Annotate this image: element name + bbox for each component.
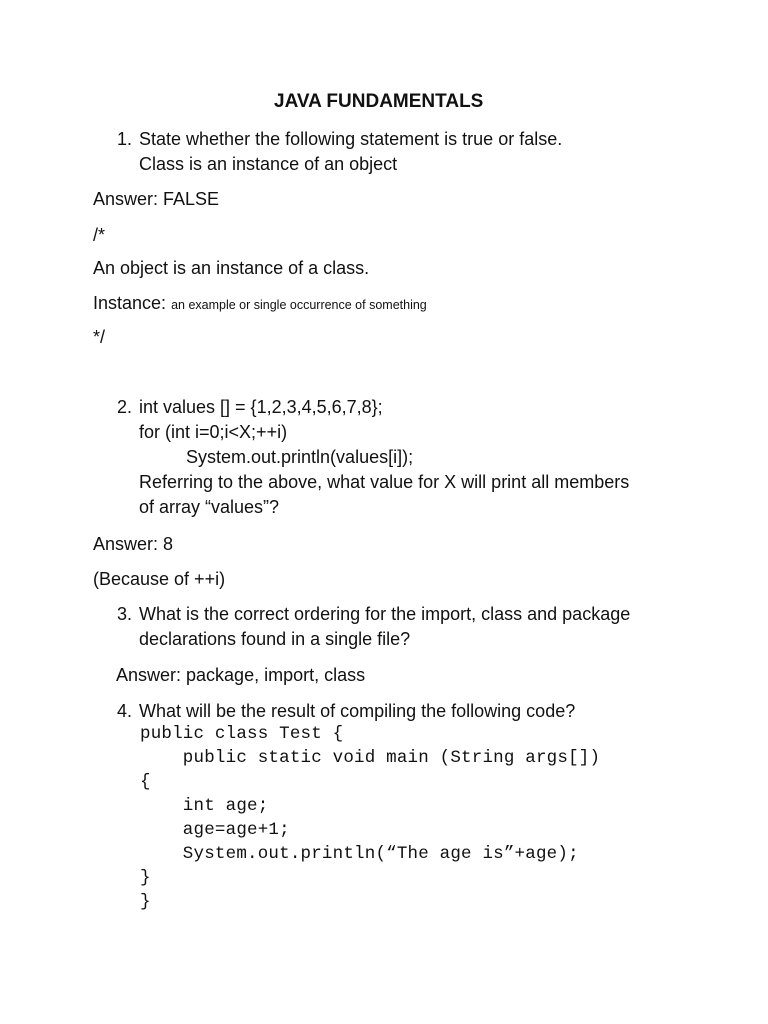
instance-term: Instance: xyxy=(93,293,167,313)
q2-line-2: for (int i=0;i<X;++i) xyxy=(139,422,288,442)
code-line: System.out.println(“The age is”+age); xyxy=(140,844,579,864)
q2-number: 2. xyxy=(117,397,133,417)
q4-number: 4. xyxy=(117,701,133,721)
comment-open: /* xyxy=(93,225,106,245)
code-line: } xyxy=(140,892,151,912)
q2-reason: (Because of ++i) xyxy=(93,569,226,589)
code-line: age=age+1; xyxy=(140,820,290,840)
code-line: } xyxy=(140,868,151,888)
code-line: public static void main (String args[]) xyxy=(140,748,601,768)
q2-line-1: int values [] = {1,2,3,4,5,6,7,8}; xyxy=(139,397,383,417)
q3-number: 3. xyxy=(117,604,133,624)
code-line: int age; xyxy=(140,796,269,816)
code-line: { xyxy=(140,772,151,792)
q3-line-1: What is the correct ordering for the import, class and package xyxy=(139,604,631,624)
q1-note: An object is an instance of a class. xyxy=(93,258,370,278)
q1-line-1: State whether the following statement is true or false. xyxy=(139,129,563,149)
document-title: JAVA FUNDAMENTALS xyxy=(274,91,484,112)
q1-line-2: Class is an instance of an object xyxy=(139,154,398,174)
q1-number: 1. xyxy=(117,129,133,149)
q1-answer: Answer: FALSE xyxy=(93,189,220,209)
instance-definition-text: an example or single occurrence of something xyxy=(171,298,427,312)
comment-close: */ xyxy=(93,327,106,347)
q2-answer: Answer: 8 xyxy=(93,534,174,554)
q2-line-3: System.out.println(values[i]); xyxy=(186,447,414,467)
q4-line-1: What will be the result of compiling the following code? xyxy=(139,701,576,721)
q2-line-4: Referring to the above, what value for X will print all members xyxy=(139,472,630,492)
instance-definition xyxy=(93,292,427,316)
q3-answer: Answer: package, import, class xyxy=(116,665,366,685)
code-line: public class Test { xyxy=(140,724,344,744)
q2-line-5: of array “values”? xyxy=(139,497,280,517)
q3-line-2: declarations found in a single file? xyxy=(139,629,411,649)
